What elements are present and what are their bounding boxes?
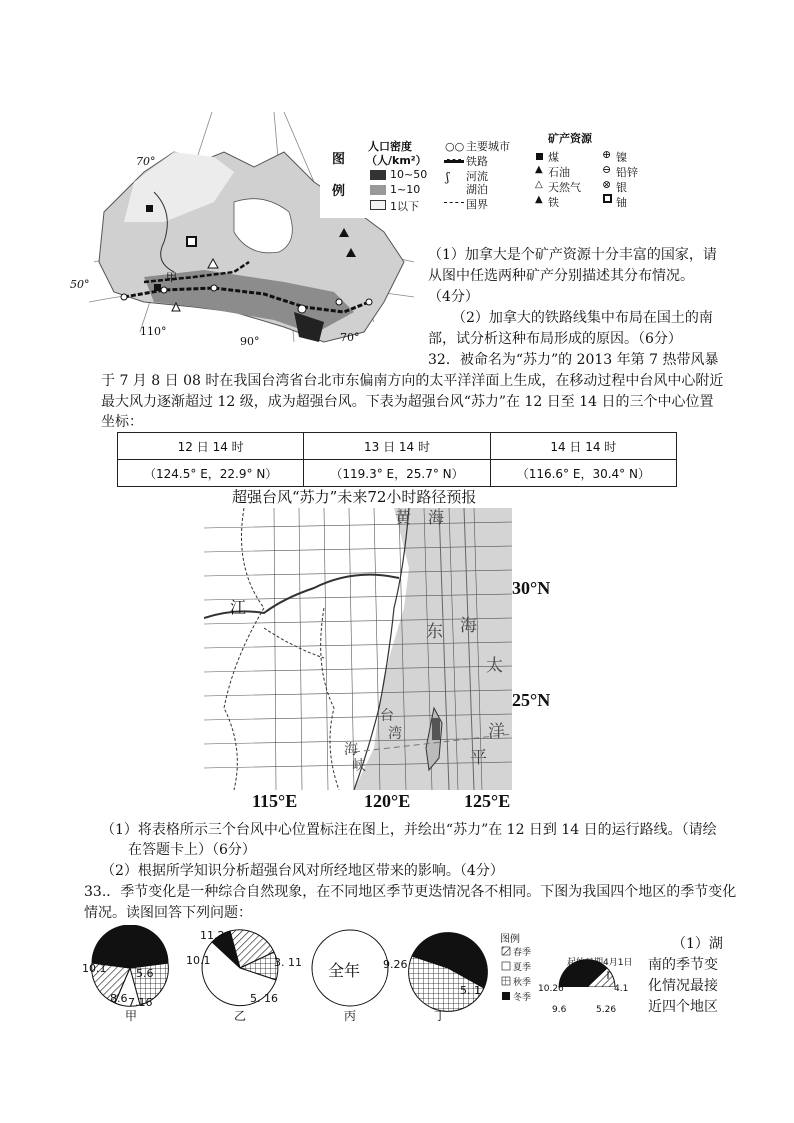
density-title: 人口密度 xyxy=(368,140,412,153)
pie-jia-date: 10.1 xyxy=(82,962,107,975)
map-word-huang: 黄 xyxy=(395,508,412,527)
legend-date: 5.26 xyxy=(596,1005,617,1015)
legend-date: 9.6 xyxy=(552,1005,567,1015)
symbol-river: 河流 xyxy=(466,170,488,183)
mineral-title: 矿产资源 xyxy=(548,132,592,145)
mineral-oil: 石油 xyxy=(548,166,570,179)
mineral-leadzinc: 铅锌 xyxy=(616,166,638,179)
q33-line2: 情况。读图回答下列问题： xyxy=(84,905,252,921)
q32-line1: 32．被命名为“苏力”的 2013 年第 7 热带风暴 xyxy=(428,352,719,368)
density-swatch-high xyxy=(370,170,386,180)
lead-zinc-icon: ⊖ xyxy=(602,163,612,176)
lat-50-label: 50° xyxy=(70,278,90,291)
river-symbol-icon: ʃ xyxy=(446,170,450,184)
legend-title-1: 图 xyxy=(332,152,346,167)
q33-side-1: （1）湖 xyxy=(672,936,723,952)
lat-30n-label: 30°N xyxy=(512,578,551,598)
density-unit: （人/km²） xyxy=(366,154,427,167)
iron-icon: ▲ xyxy=(535,194,543,205)
lat-25n-label: 25°N xyxy=(512,690,551,710)
pie-bing-name: 丙 xyxy=(344,1009,357,1023)
q32-sub1: （1）将表格所示三个台风中心位置标注在图上，并绘出“苏力”在 12 日到 14 日的运行路线。（请绘 xyxy=(101,822,717,838)
table-header-cell: 13 日 14 时 xyxy=(304,433,490,460)
lon-110-label: 110° xyxy=(140,325,167,338)
map-word-ping: 平 xyxy=(470,748,487,768)
map-title: 超强台风“苏力”未来72小时路径预报 xyxy=(232,488,477,506)
lon-70-label: 70° xyxy=(340,331,360,344)
mineral-uranium: 铀 xyxy=(616,196,627,209)
legend-title-2: 例 xyxy=(332,184,346,199)
coal-icon xyxy=(536,153,543,160)
legend-note: 起始日期4月1日 xyxy=(567,958,633,968)
silver-icon: ⊗ xyxy=(602,178,612,191)
canada-legend xyxy=(320,126,650,218)
density-swatch-mid xyxy=(370,185,386,195)
map-word-tai: 太 xyxy=(486,656,503,676)
density-item-3: 1以下 xyxy=(390,200,419,213)
border-symbol-icon xyxy=(444,202,464,203)
lat-70-label: 70° xyxy=(136,155,156,168)
typhoon-map xyxy=(204,508,512,790)
lon-120e-label: 120°E xyxy=(364,791,411,811)
symbol-city: 主要城市 xyxy=(466,140,510,153)
map-word-yang: 洋 xyxy=(488,722,505,742)
pie-jia-date: 8.6 xyxy=(110,992,128,1005)
season-legend-title: 图例 xyxy=(500,934,520,945)
q32-sub2: （2）根据所学知识分析超强台风对所经地区带来的影响。（4分） xyxy=(101,863,504,879)
pie-jia-name: 甲 xyxy=(125,1009,138,1023)
legend-spring: 春季 xyxy=(513,948,532,958)
q32-line4: 坐标： xyxy=(101,414,143,430)
oil-icon: ▲ xyxy=(535,164,543,175)
pie-jia-date: 7.16 xyxy=(128,996,153,1009)
symbol-lake: 湖泊 xyxy=(466,183,488,196)
city-symbol-icon: ○○ xyxy=(445,140,465,153)
legend-autumn: 秋季 xyxy=(513,978,532,988)
q31-part1c: （4分） xyxy=(428,289,479,305)
map-word-hai: 海 xyxy=(460,616,477,636)
mineral-nickel: 镍 xyxy=(616,151,627,164)
railway-symbol-icon xyxy=(444,159,464,163)
legend-summer: 夏季 xyxy=(513,963,532,973)
q31-part1b: 从图中任选两种矿产分别描述其分布情况。 xyxy=(428,268,694,284)
map-word-jiang: 江 xyxy=(230,598,247,617)
map-word-hai3: 海 xyxy=(428,508,445,527)
q32-line2: 于 7 月 8 日 08 时在我国台湾省台北市东偏南方向的太平洋洋面上生成，在移动过程中台风中心附近 xyxy=(101,373,724,389)
q31-part1: （1）加拿大是个矿产资源十分丰富的国家，请 xyxy=(428,247,717,263)
map-word-wan: 湾 xyxy=(388,726,402,742)
pie-ding-date: 5. 1 xyxy=(460,984,481,997)
density-item-1: 10~50 xyxy=(390,168,428,181)
q31-part2: （2）加拿大的铁路线集中布局在国土的南 xyxy=(452,310,713,326)
pie-jia-date: 5.6 xyxy=(136,967,154,980)
pie-yi-date: 3. 11 xyxy=(274,956,302,969)
symbol-border: 国界 xyxy=(466,198,488,211)
table-header-cell: 12 日 14 时 xyxy=(118,433,304,460)
pie-yi-date: 11.26 xyxy=(200,929,232,942)
legend-date: 4.1 xyxy=(614,984,629,994)
legend-date: 10.26 xyxy=(538,984,564,994)
lon-115e-label: 115°E xyxy=(252,791,298,811)
lon-125e-label: 125°E xyxy=(464,791,511,811)
nickel-icon: ⊕ xyxy=(602,148,612,161)
lon-90-label: 90° xyxy=(240,335,260,348)
table-cell: （119.3° E，25.7° N） xyxy=(304,460,490,487)
table-header-row xyxy=(118,433,677,460)
pie-ding-name: 丁 xyxy=(434,1009,447,1023)
q31-part2b: 部，试分析这种布局形成的原因。（6分） xyxy=(428,331,682,347)
place-jia-label: 甲 xyxy=(166,271,177,284)
table-cell: （116.6° E，30.4° N） xyxy=(490,460,676,487)
pie-yi-name: 乙 xyxy=(234,1009,247,1023)
q33-side-3: 化情况最接 xyxy=(648,978,718,994)
uranium-icon xyxy=(603,194,612,203)
pie-yi-date: 5. 16 xyxy=(250,992,278,1005)
q32-line3: 最大风力逐渐超过 12 级，成为超强台风。下表为超强台风“苏力”在 12 日至 14 日的三个中心位置 xyxy=(101,394,714,410)
pie-bing-center: 全年 xyxy=(328,961,361,980)
map-word-hai2: 海 xyxy=(344,742,358,758)
q33-side-4: 近四个地区 xyxy=(648,999,718,1015)
gas-icon: △ xyxy=(535,179,543,190)
typhoon-table xyxy=(117,432,677,487)
density-item-2: 1~10 xyxy=(390,183,421,196)
table-row xyxy=(118,460,677,487)
mineral-coal: 煤 xyxy=(548,151,559,164)
map-word-dong: 东 xyxy=(426,622,443,642)
mineral-gas: 天然气 xyxy=(548,181,581,194)
map-word-xia: 峡 xyxy=(352,758,366,774)
mineral-iron: 铁 xyxy=(548,196,559,209)
pie-yi-date: 10.1 xyxy=(186,954,211,967)
table-header-cell: 14 日 14 时 xyxy=(490,433,676,460)
density-swatch-low xyxy=(370,200,386,210)
q32-sub1b: 在答题卡上）（6分） xyxy=(128,842,256,858)
table-cell: （124.5° E，22.9° N） xyxy=(118,460,304,487)
q33-line1: 33.．季节变化是一种综合自然现象，在不同地区季节更迭情况各不相同。下图为我国四个地区的季节变化 xyxy=(84,884,737,900)
mineral-silver: 银 xyxy=(616,181,627,194)
legend-winter: 冬季 xyxy=(513,993,532,1003)
map-word-tai2: 台 xyxy=(380,708,394,724)
q33-side-2: 南的季节变 xyxy=(648,957,718,973)
symbol-railway: 铁路 xyxy=(466,155,488,168)
pie-ding-date: 9.26 xyxy=(383,958,408,971)
